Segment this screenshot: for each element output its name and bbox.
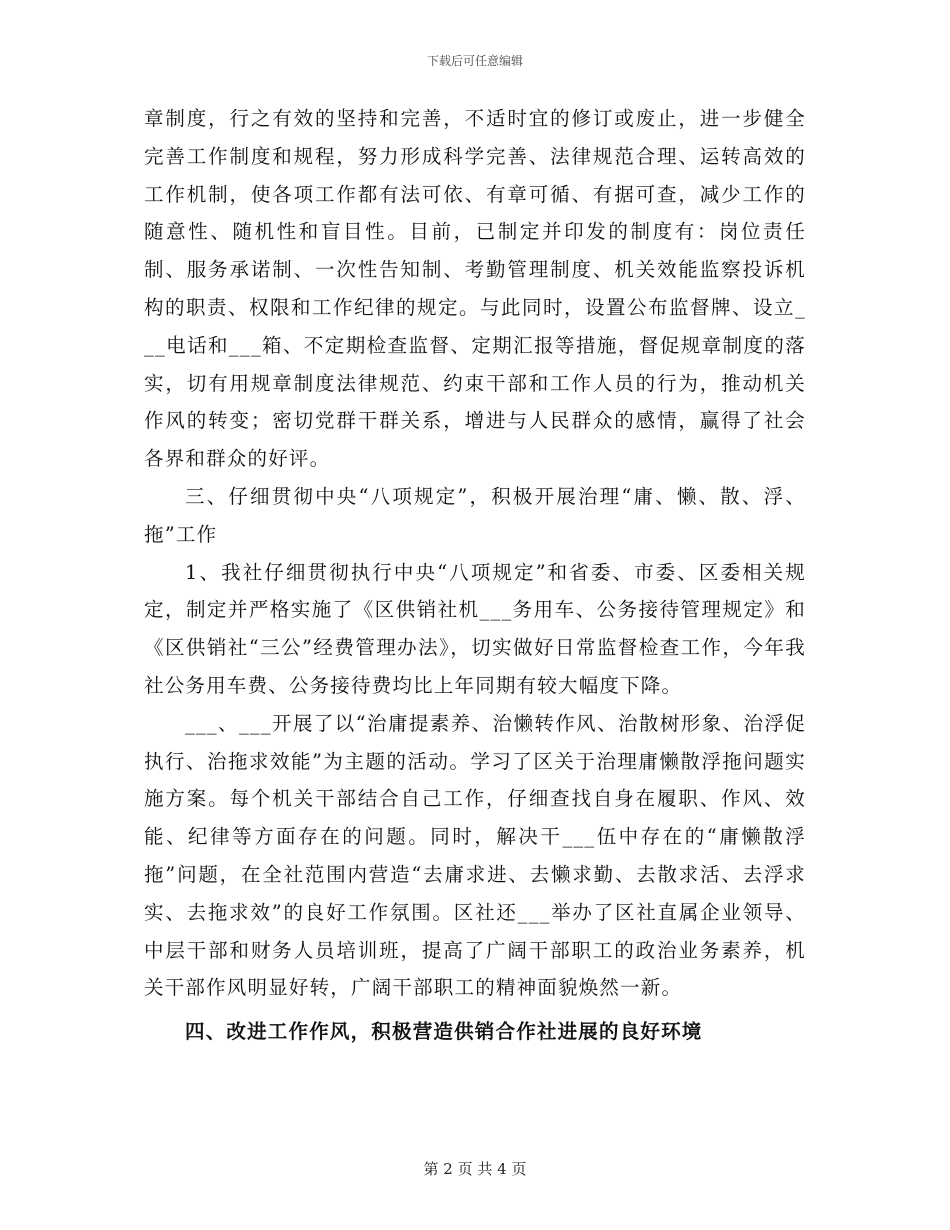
paragraph-item-two: ___、___开展了以“治庸提素养、治懒转作风、治散树形象、治浮促执行、治拖求效能”为主题的活动。学习了区关于治理庸懒散浮拖问题实施方案。每个机关干部结合自己工作，仔细查找自身在履职、作风、效能、纪律等方面存在的问题。同时，解决干___伍中存在的“庸懒散浮拖”问题，在全社范围内营造“去庸求进、去懒求勤、去散求活、去浮求实、去拖求效”的良好工作氛围。区社还___举办了区社直属企业领导、中层干部和财务人员培训班，提高了广阔干部职工的政治业务素养，机关干部作风明显好转，广阔干部职工的精神面貌焕然一新。 [144, 711, 806, 1000]
paragraph-regulations: 章制度，行之有效的坚持和完善，不适时宜的修订或废止，进一步健全完善工作制度和规程，努力形成科学完善、法律规范合理、运转高效的工作机制，使各项工作都有法可依、有章可循、有据可查，减少工作的随意性、随机性和盲目性。目前，已制定并印发的制度有：岗位责任制、服务承诺制、一次性告知制、考勤管理制度、机关效能监察投诉机构的职责、权限和工作纪律的规定。与此同时，设置公布监督牌、设立___电话和___箱、不定期检查监督、定期汇报等措施，督促规章制度的落实，切有用规章制度法律规范、约束干部和工作人员的行为，推动机关作风的转变；密切党群干群关系，增进与人民群众的感情，赢得了社会各界和群众的好评。 [144, 107, 806, 471]
document-body [144, 100, 806, 1051]
page-number: 第 2 页 共 4 页 [423, 1160, 527, 1178]
section-heading-three: 三、仔细贯彻中央“八项规定”，积极开展治理“庸、懒、散、浮、拖”工作 [144, 484, 806, 546]
page-header-note: 下载后可任意编辑 [426, 54, 523, 68]
section-heading-four: 四、改进工作作风，积极营造供销合作社进展的良好环境 [185, 1020, 703, 1044]
paragraph-item-one: 1、我社仔细贯彻执行中央“八项规定”和省委、市委、区委相关规定，制定并严格实施了《区供销社机___务用车、公务接待管理规定》和《区供销社“三公”经费管理办法》，切实做好日常监督检查工作，今年我社公务用车费、公务接待费均比上年同期有较大幅度下降。 [144, 560, 806, 697]
